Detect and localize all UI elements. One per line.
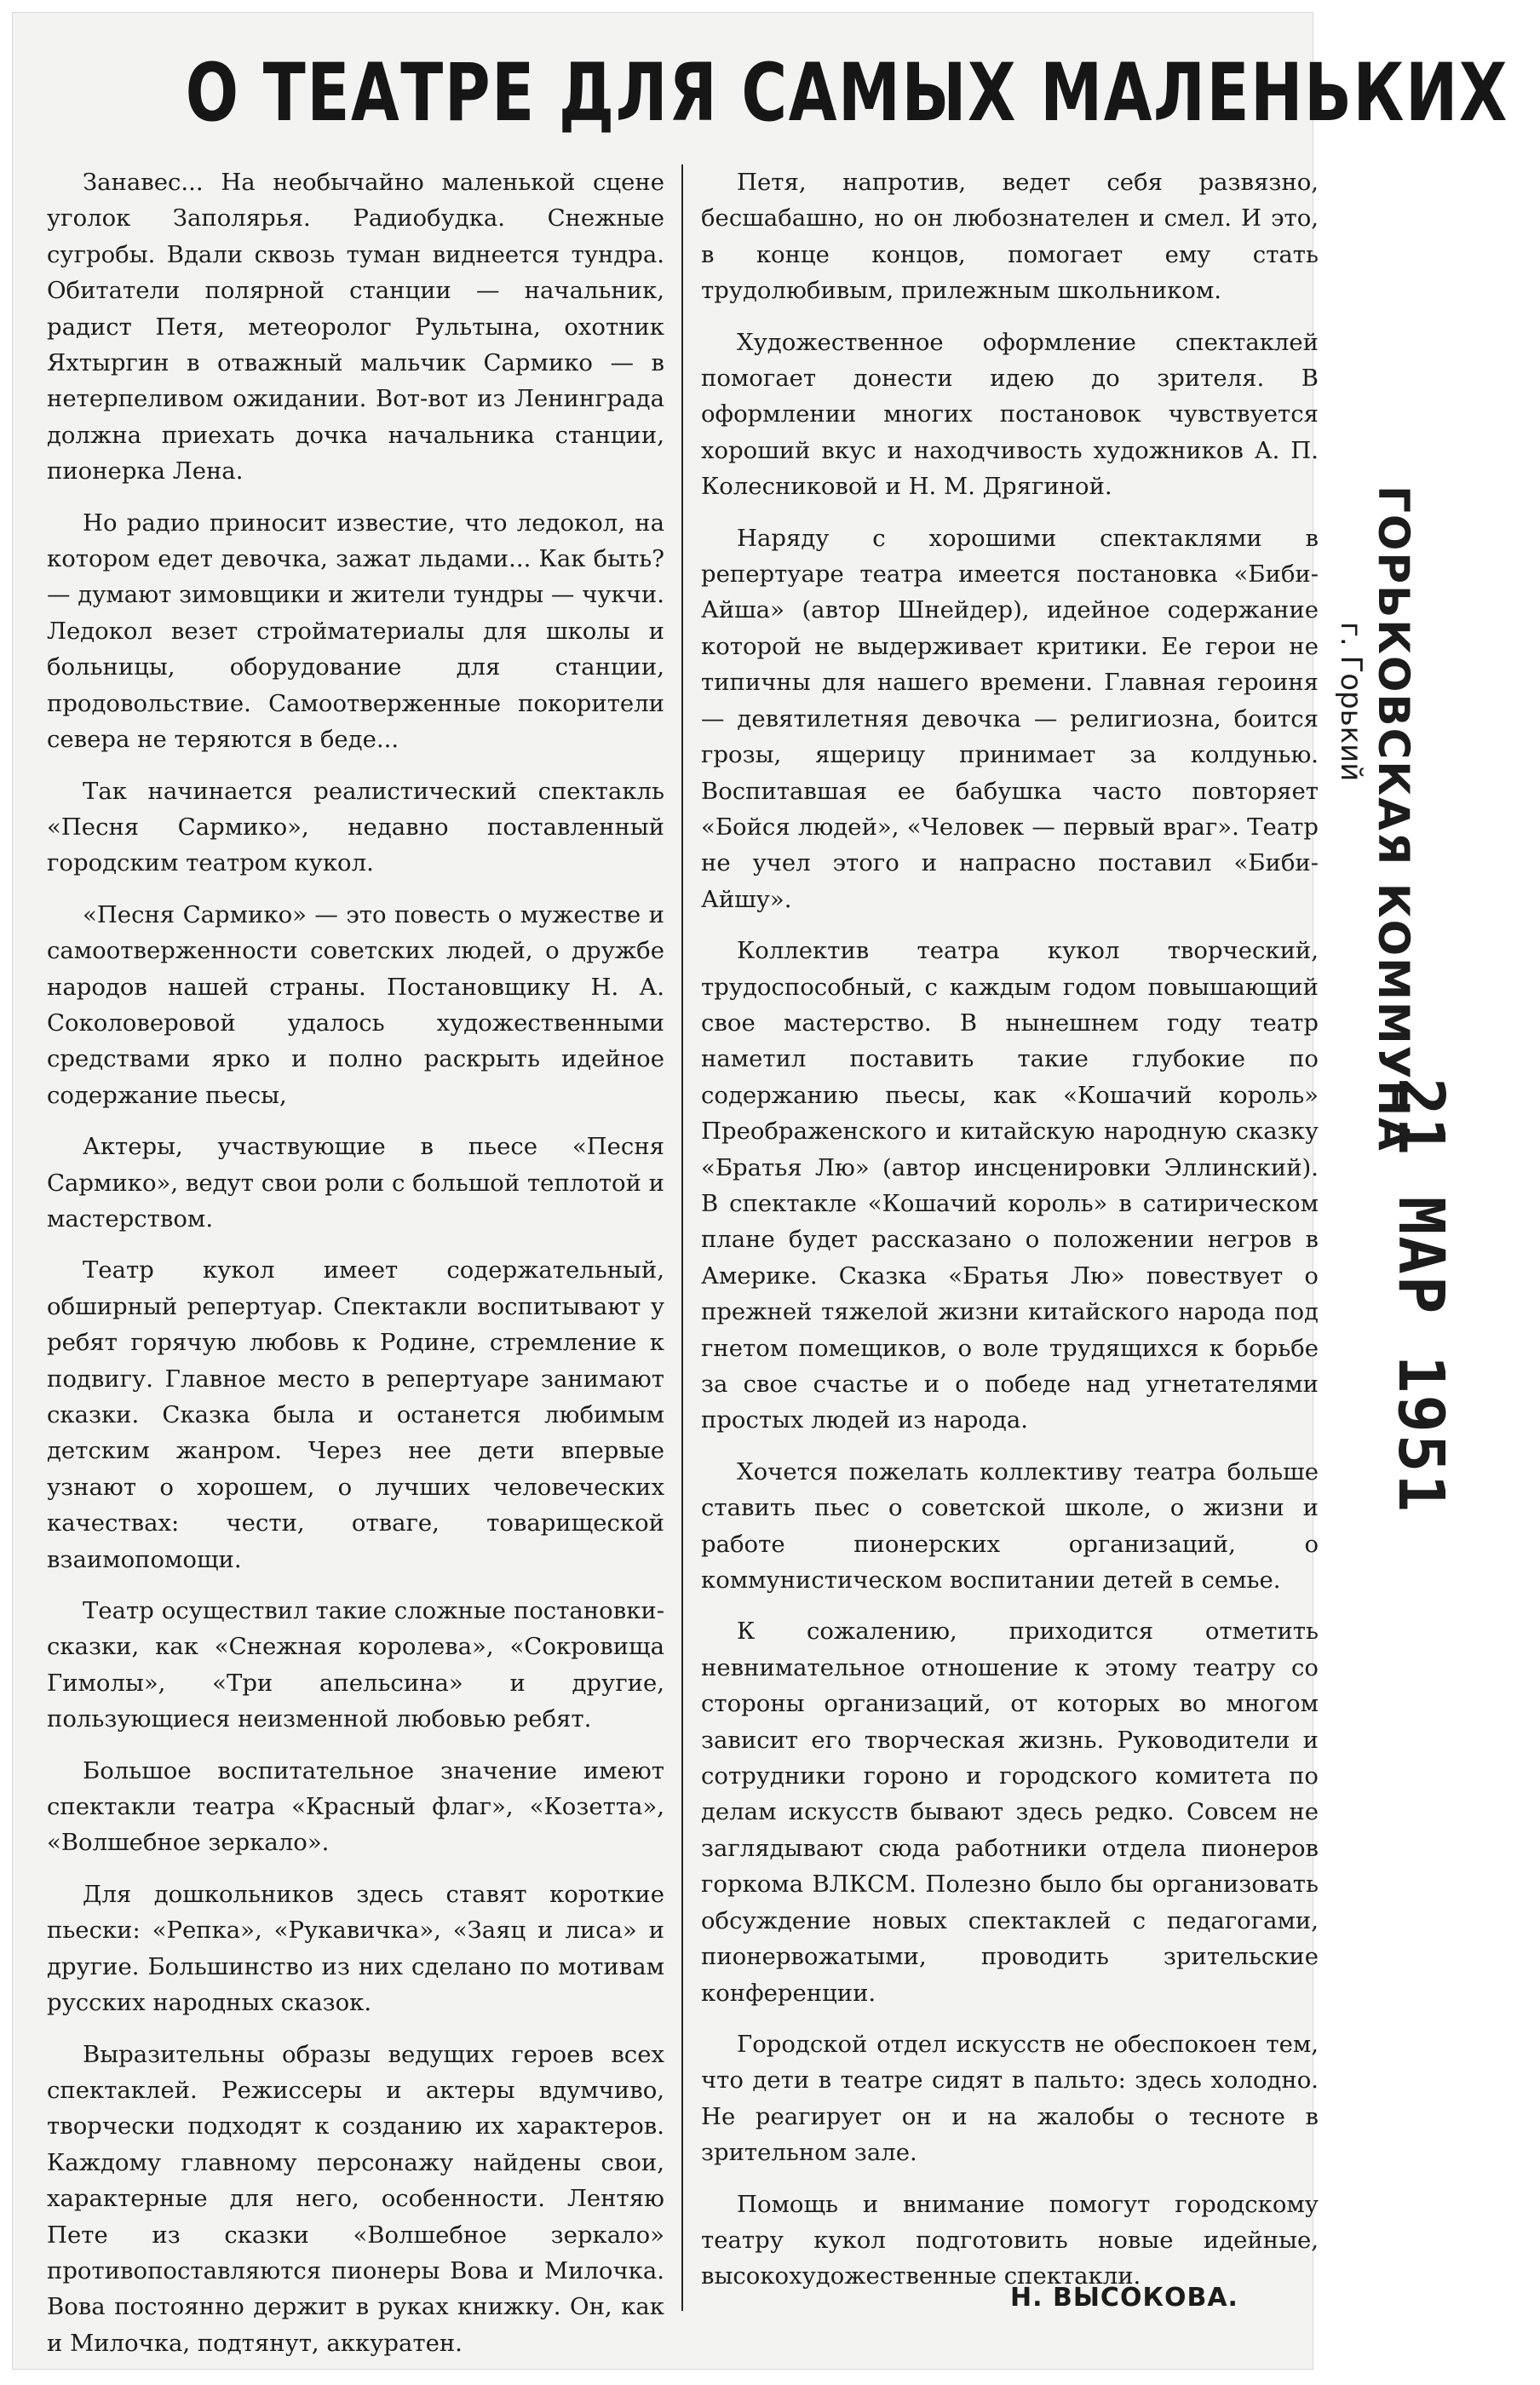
article-column-left [47,164,664,2376]
paragraph: Так начинается реалистический спектакль «Песня Сармико», недавно поставленный городским театром кукол. [47,777,664,877]
paragraph: Петя, напротив, ведет себя развязно, бесшабашно, но он любознателен и смел. И это, в конце концов, помогает ему стать трудолюбивым, прилежным школьником. [701,169,1319,305]
paragraph: Наряду с хорошими спектаклями в репертуаре театра имеется постановка «Биби-Айша» (автор Шнейдер), идейное содержание которой не выдерживает критики. Ее герои не типичны для нашего времени. Главная героиня — девятилетняя девочка — религиозна, боится грозы, ящерицу принимает за колдунью. Воспитавшая ее бабушка часто повторяет «Бойся людей», «Человек — первый враг». Театр не учел этого и напрасно поставил «Биби-Айшу». [701,524,1319,913]
paragraph: Занавес... На необычайно маленькой сцене уголок Заполярья. Радиобудка. Снежные сугробы. Вдали сквозь туман виднеется тундра. Обитатели полярной станции — начальник, радист Петя, метеоролог Рультына, охотник Яхтыргин в отважный мальчик Сармико — в нетерпеливом ожидании. Вот-вот из Ленинграда должна приехать дочка начальника станции, пионерка Лена. [47,169,664,486]
paragraph: Театр осуществил такие сложные постановки-сказки, как «Снежная королева», «Сокровища Гимолы», «Три апельсина» и другие, пользующиеся неизменной любовью ребят. [47,1597,664,1733]
article-column-right [701,164,1319,2310]
paragraph: Коллектив театра кукол творческий, трудоспособный, с каждым годом повышающий свое мастерство. В нынешнем году театр наметил поставить такие глубокие по содержанию пьесы, как «Кошачий король» Преображенского и китайскую народную сказку «Братья Лю» (автор инсценировки Эллинский). В спектакле «Кошачий король» в сатирическом плане будет рассказано о положении негров в Америке. Сказка «Братья Лю» повествует о прежней тяжелой жизни китайского народа под гнетом помещиков, о воле трудящихся к борьбе за свое счастье и о победе над угнетателями простых людей из народа. [701,937,1319,1434]
paragraph: Помощь и внимание помогут городскому театру кукол подготовить новые идейные, высокохудожественные спектакли. [701,2190,1319,2290]
newspaper-name: ГОРЬКОВСКАЯ КОММУНА [1369,486,1418,1152]
date-stamp: 21 МАР 1951 [1384,1078,1457,1514]
paragraph: К сожалению, приходится отметить невнимательное отношение к этому театру со стороны организаций, от которых во многом зависит его творческая жизнь. Руководители и сотрудники гороно и городского комитета по делам искусств бывают здесь редко. Совсем не заглядывают сюда работники отдела пионеров горкома ВЛКСМ. Полезно было бы организовать обсуждение новых спектаклей с педагогами, пионервожатыми, проводить зрительские конференции. [701,1618,1319,2007]
paragraph: Городской отдел искусств не обеспокоен тем, что дети в театре сидят в пальто: здесь холодно. Не реагирует он и на жалобы о тесноте в зрительном зале. [701,2030,1319,2167]
paragraph: Актеры, участвующие в пьесе «Песня Сармико», ведут свои роли с большой теплотой и мастерством. [47,1133,664,1233]
paragraph: Но радио приносит известие, что ледокол, на котором едет девочка, зажат льдами... Как быть? — думают зимовщики и жители тундры — чукчи. Ледокол везет стройматериалы для школы и больницы, оборудование для станции, продовольствие. Самоотверженные покорители севера не теряются в беде... [47,509,664,754]
city-label: г. Горький [1334,622,1368,782]
paragraph: Большое воспитательное значение имеют спектакли театра «Красный флаг», «Козетта», «Волшебное зеркало». [47,1756,664,1857]
paragraph: Хочется пожелать коллективу театра больше ставить пьес о советской школе, о жизни и работе пионерских организаций, о коммунистическом воспитании детей в семье. [701,1457,1319,1595]
article-headline: О ТЕАТРЕ ДЛЯ САМЫХ МАЛЕНЬКИХ [185,47,1509,140]
paragraph: Для дошкольников здесь ставят короткие пьески: «Репка», «Рукавичка», «Заяц и лиса» и другие. Большинство из них сделано по мотивам русских народных сказок. [47,1880,664,2017]
author-signature: Н. ВЫСОКОВА. [1010,2283,1238,2313]
paragraph: Художественное оформление спектаклей помогает донести идею до зрителя. В оформлении многих постановок чувствуется хороший вкус и находчивость художников А. П. Колесниковой и Н. М. Дрягиной. [701,328,1319,501]
column-divider [681,164,683,2311]
paragraph: Театр кукол имеет содержательный, обширный репертуар. Спектакли воспитывают у ребят горячую любовь к Родине, стремление к подвигу. Главное место в репертуаре занимают сказки. Сказка была и останется любимым детским жанром. Через нее дети впервые узнают о хорошем, о лучших человеческих качествах: чести, отваге, товарищеской взаимопомощи. [47,1256,664,1573]
paragraph: «Песня Сармико» — это повесть о мужестве и самоотверженности советских людей, о дружбе народов нашей страны. Постановщику Н. А. Соколоверовой удалось художественными средствами ярко и полно раскрыть идейное содержание пьесы, [47,900,664,1109]
paragraph: Выразительны образы ведущих героев всех спектаклей. Режиссеры и актеры вдумчиво, творчески подходят к созданию их характеров. Каждому главному персонажу найдены свои, характерные для него, особенности. Лентяю Пете из сказки «Волшебное зеркало» противопоставляются пионеры Вова и Милочка. Вова постоянно держит в руках книжку. Он, как и Милочка, подтянут, аккуратен. [47,2040,664,2357]
